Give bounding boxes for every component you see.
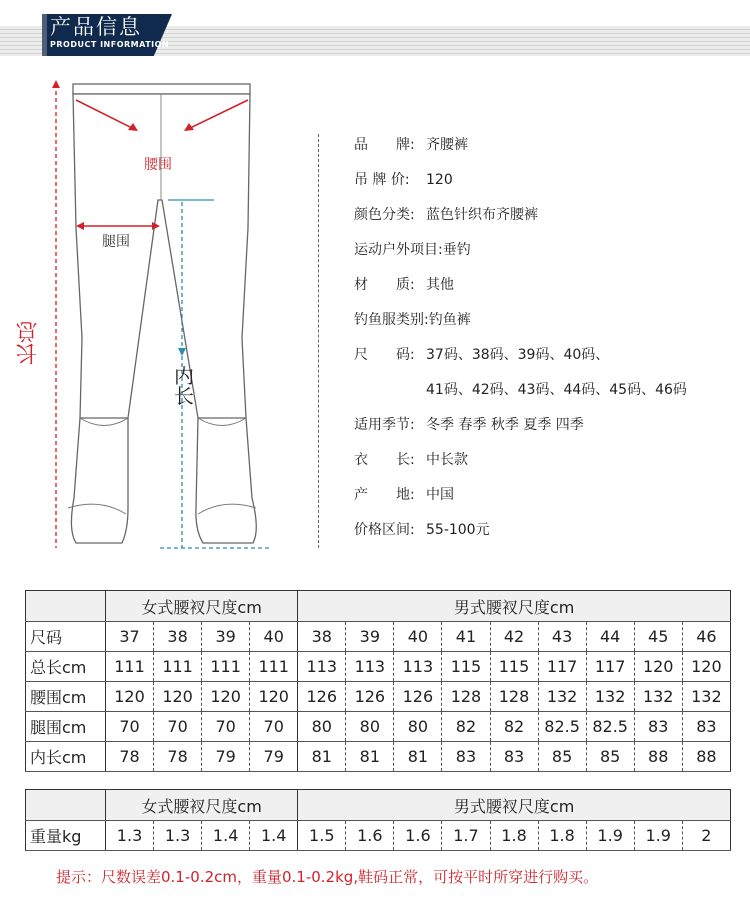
table-cell: 70 [202, 712, 250, 742]
vertical-divider [318, 134, 319, 548]
spec-sizes: 尺 码: 37码、38码、39码、40码、 [354, 347, 610, 363]
spec-sizes-continued: 41码、42码、43码、44码、45码、46码 [426, 382, 687, 398]
table-cell: 111 [250, 652, 298, 682]
table-cell: 1.8 [490, 821, 538, 851]
table-cell: 120 [106, 682, 154, 712]
table-cell: 117 [586, 652, 634, 682]
table-cell: 42 [490, 622, 538, 652]
row-label: 尺码 [26, 622, 106, 652]
table-cell: 79 [202, 742, 250, 772]
table-cell: 132 [538, 682, 586, 712]
table-cell: 43 [538, 622, 586, 652]
table-cell: 128 [490, 682, 538, 712]
spec-material: 材 质: 其他 [354, 277, 454, 293]
table-cell: 79 [250, 742, 298, 772]
table-row [26, 821, 731, 851]
table-row [26, 742, 731, 772]
table-cell: 126 [394, 682, 442, 712]
waders-drawing [10, 78, 310, 563]
total-length-label: 长总 [16, 321, 41, 365]
header-accent [42, 14, 47, 56]
table-cell: 1.6 [394, 821, 442, 851]
row-label: 重量kg [26, 821, 106, 851]
table-cell: 83 [442, 742, 490, 772]
table-cell: 83 [490, 742, 538, 772]
table-cell: 1.7 [442, 821, 490, 851]
spec-brand: 品 牌: 齐腰裤 [354, 137, 468, 153]
spec-category: 钓鱼服类别:钓鱼裤 [354, 312, 471, 328]
table-cell: 83 [634, 712, 682, 742]
men-size-title: 男式腰衩尺度cm [298, 591, 731, 622]
size-table [25, 590, 731, 772]
table-cell: 81 [298, 742, 346, 772]
table-cell: 80 [394, 712, 442, 742]
table-cell: 113 [346, 652, 394, 682]
table-cell: 1.9 [586, 821, 634, 851]
table-cell: 39 [346, 622, 394, 652]
table-cell: 2 [682, 821, 730, 851]
table-cell: 115 [490, 652, 538, 682]
table-cell: 113 [298, 652, 346, 682]
table-cell: 1.5 [298, 821, 346, 851]
table-cell: 117 [538, 652, 586, 682]
table-cell: 88 [682, 742, 730, 772]
table-cell: 111 [106, 652, 154, 682]
table-cell: 85 [538, 742, 586, 772]
table-cell: 40 [250, 622, 298, 652]
row-label: 腰围cm [26, 682, 106, 712]
table-cell: 132 [682, 682, 730, 712]
thigh-arrowhead-right [152, 222, 160, 230]
spec-tag-price: 吊 牌 价: 120 [354, 172, 453, 188]
waders-diagram [10, 78, 310, 563]
table-cell: 78 [154, 742, 202, 772]
title-blank-cell [26, 790, 106, 821]
spec-length: 衣 长: 中长款 [354, 452, 468, 468]
spec-origin: 产 地: 中国 [354, 487, 454, 503]
weight-table-title-row [26, 790, 731, 821]
section-title: 产品信息 [50, 15, 142, 39]
spec-sport: 运动户外项目:垂钓 [354, 242, 471, 258]
women-size-title: 女式腰衩尺度cm [106, 591, 298, 622]
table-cell: 120 [202, 682, 250, 712]
table-cell: 38 [154, 622, 202, 652]
table-cell: 120 [250, 682, 298, 712]
spec-price-range: 价格区间: 55-100元 [354, 522, 490, 538]
table-cell: 81 [394, 742, 442, 772]
row-label: 腿围cm [26, 712, 106, 742]
table-cell: 38 [298, 622, 346, 652]
table-row [26, 652, 731, 682]
table-cell: 41 [442, 622, 490, 652]
table-cell: 70 [106, 712, 154, 742]
table-cell: 70 [250, 712, 298, 742]
tip-note: 提示：尺数误差0.1-0.2cm，重量0.1-0.2kg,鞋码正常，可按平时所穿进行购买。 [56, 868, 599, 886]
table-cell: 88 [634, 742, 682, 772]
table-cell: 1.3 [106, 821, 154, 851]
table-cell: 132 [586, 682, 634, 712]
table-cell: 44 [586, 622, 634, 652]
table-cell: 39 [202, 622, 250, 652]
table-cell: 132 [634, 682, 682, 712]
table-row [26, 682, 731, 712]
men-weight-title: 男式腰衩尺度cm [298, 790, 731, 821]
table-cell: 82.5 [586, 712, 634, 742]
table-cell: 120 [154, 682, 202, 712]
table-cell: 37 [106, 622, 154, 652]
section-header [0, 0, 750, 62]
table-cell: 78 [106, 742, 154, 772]
table-row [26, 622, 731, 652]
table-row [26, 712, 731, 742]
table-cell: 40 [394, 622, 442, 652]
weight-table [25, 789, 731, 851]
table-cell: 85 [586, 742, 634, 772]
table-cell: 128 [442, 682, 490, 712]
inseam-label: 内长 [174, 364, 194, 408]
table-cell: 81 [346, 742, 394, 772]
table-cell: 1.4 [202, 821, 250, 851]
table-cell: 120 [634, 652, 682, 682]
total-length-arrowhead-top [52, 80, 60, 88]
table-cell: 111 [202, 652, 250, 682]
table-cell: 80 [298, 712, 346, 742]
table-cell: 1.6 [346, 821, 394, 851]
size-table-title-row [26, 591, 731, 622]
title-blank-cell [26, 591, 106, 622]
table-cell: 82.5 [538, 712, 586, 742]
section-subtitle: PRODUCT INFORMATION [50, 40, 170, 49]
row-label: 内长cm [26, 742, 106, 772]
table-cell: 113 [394, 652, 442, 682]
spec-season: 适用季节: 冬季 春季 秋季 夏季 四季 [354, 417, 584, 433]
thigh-label: 腿围 [102, 234, 130, 250]
women-weight-title: 女式腰衩尺度cm [106, 790, 298, 821]
table-cell: 70 [154, 712, 202, 742]
table-cell: 80 [346, 712, 394, 742]
table-cell: 46 [682, 622, 730, 652]
table-cell: 1.3 [154, 821, 202, 851]
table-cell: 1.4 [250, 821, 298, 851]
waist-label: 腰围 [144, 157, 172, 173]
table-cell: 82 [490, 712, 538, 742]
spec-color: 颜色分类: 蓝色针织布齐腰裤 [354, 207, 538, 223]
table-cell: 45 [634, 622, 682, 652]
table-cell: 115 [442, 652, 490, 682]
inseam-arrowhead [178, 348, 186, 356]
table-cell: 120 [682, 652, 730, 682]
table-cell: 82 [442, 712, 490, 742]
row-label: 总长cm [26, 652, 106, 682]
table-cell: 83 [682, 712, 730, 742]
table-cell: 126 [298, 682, 346, 712]
table-cell: 126 [346, 682, 394, 712]
table-cell: 111 [154, 652, 202, 682]
table-cell: 1.8 [538, 821, 586, 851]
spec-list [354, 128, 744, 548]
waistband [73, 84, 250, 94]
table-cell: 1.9 [634, 821, 682, 851]
